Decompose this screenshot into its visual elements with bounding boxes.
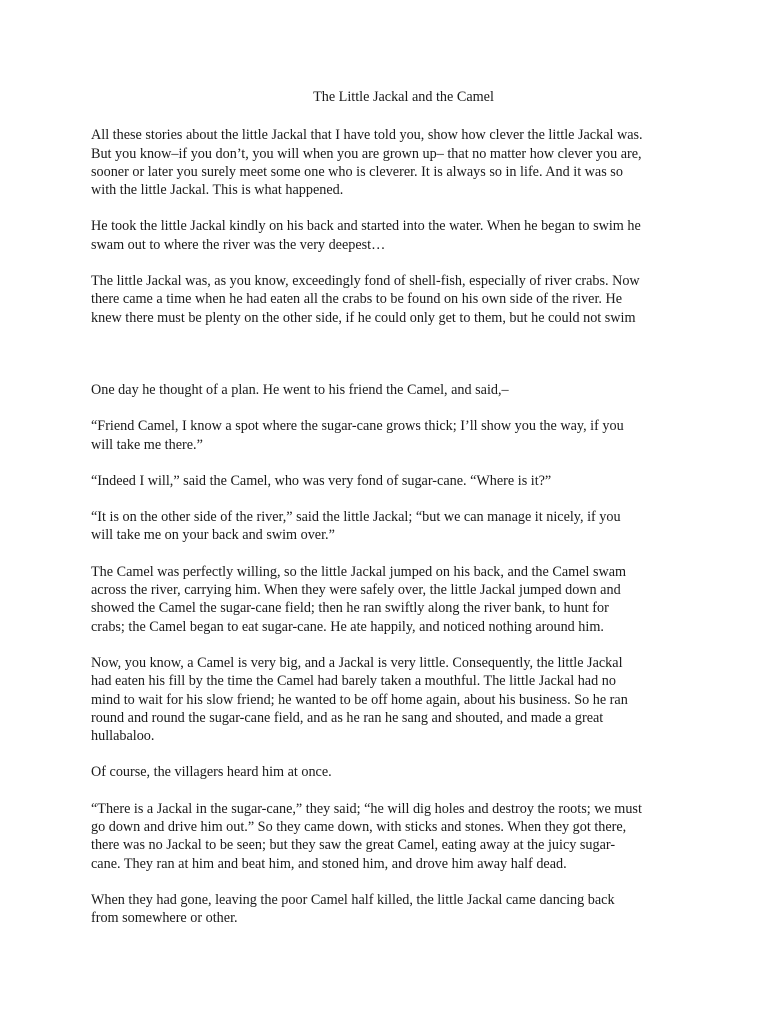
paragraph: “There is a Jackal in the sugar-cane,” they said; “he will dig holes and destroy the roots; we must go down and drive him out.” So they came down, with sticks and stones. When they got there, there was no Jackal to be seen; but they saw the great Camel, eating away at the juicy sugar- cane. They ran at him and beat him, and stoned him, and drove him away half dead. (91, 800, 642, 872)
paragraph: Of course, the villagers heard him at once. (91, 764, 332, 781)
paragraph: “Indeed I will,” said the Camel, who was very fond of sugar-cane. “Where is it?” (91, 472, 552, 489)
paragraph: When they had gone, leaving the poor Camel half killed, the little Jackal came dancing back from somewhere or other. (91, 891, 615, 927)
paragraph: “Friend Camel, I know a spot where the sugar-cane grows thick; I’ll show you the way, if you will take me there.” (91, 418, 624, 453)
paragraph: All these stories about the little Jackal that I have told you, show how clever the little Jackal was. But you know–if you don’t, you will when you are grown up– that no matter how clever you are, sooner or later you surely meet some one who is cleverer. It is always so in life. And it was so with the little Jackal. This is what happened. (91, 127, 643, 199)
paragraph: The Camel was perfectly willing, so the little Jackal jumped on his back, and the Camel swam across the river, carrying him. When they were safely over, the little Jackal jumped down and showed the Camel the sugar-cane field; then he ran swiftly along the river bank, to hunt for crabs; the Camel began to eat sugar-cane. He ate happily, and noticed nothing around him. (91, 563, 627, 635)
paragraph: “It is on the other side of the river,” said the little Jackal; “but we can manage it nicely, if you will take me on your back and swim over.” (91, 509, 621, 544)
paragraph: One day he thought of a plan. He went to his friend the Camel, and said,– (91, 381, 509, 398)
paragraph: Now, you know, a Camel is very big, and a Jackal is very little. Consequently, the little Jackal had eaten his fill by the time the Camel had barely taken a mouthful. The little Jackal had no mind to wait for his slow friend; he wanted to be off home again, about his business. So he ran round and round the sugar-cane field, and as he ran he sang and shouted, and made a great hullabaloo. (91, 654, 628, 745)
document-title: The Little Jackal and the Camel (313, 89, 494, 105)
paragraph: The little Jackal was, as you know, exceedingly fond of shell-fish, especially of river crabs. Now there came a time when he had eaten all the crabs to be found on his own side of the river. He knew there must be plenty on the other side, if he could only get to them, but he could not swim (91, 273, 640, 326)
paragraph: He took the little Jackal kindly on his back and started into the water. When he began to swim he swam out to where the river was the very deepest… (91, 218, 641, 253)
